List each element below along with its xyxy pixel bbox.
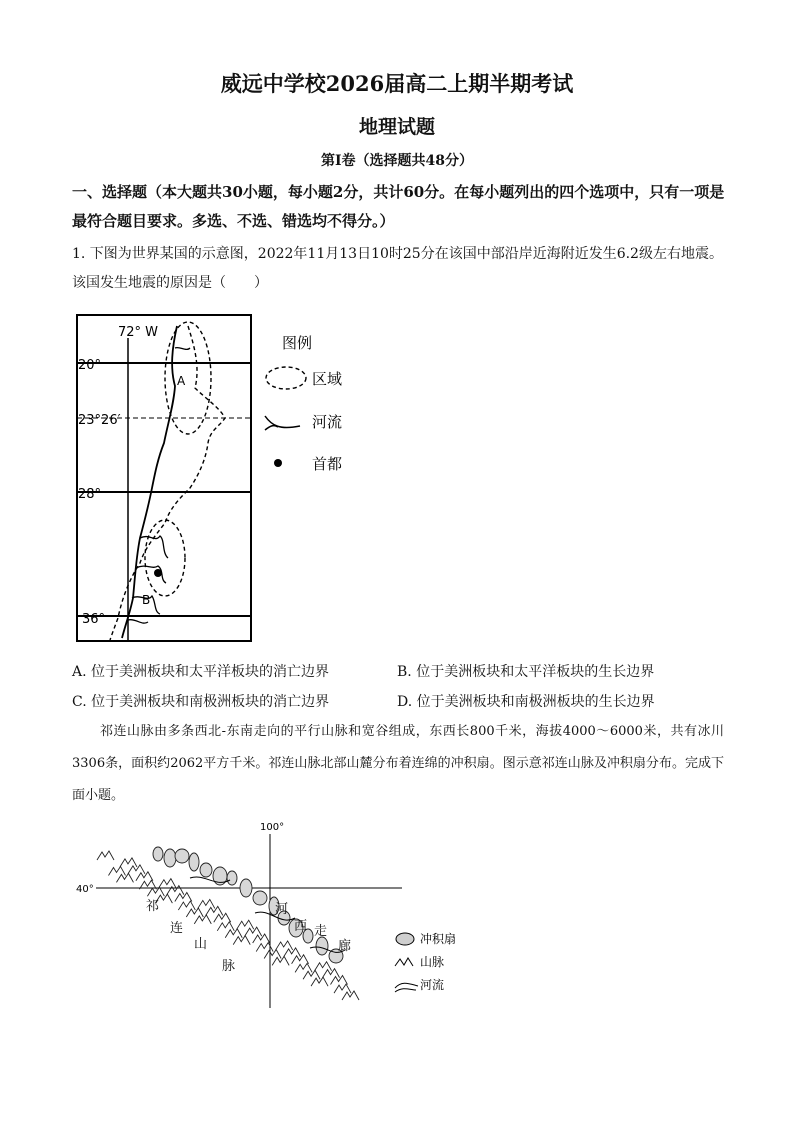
alluvial-fan <box>240 879 252 897</box>
point-a-label: A <box>177 374 186 388</box>
subject-title: 地理试题 <box>358 116 435 138</box>
mountain-mark <box>237 920 254 929</box>
lat-label-28: 28° <box>78 487 102 502</box>
volume-title: 第I卷（选择题共48分） <box>320 153 474 169</box>
legend-mountain-label: 山脉 <box>420 955 445 969</box>
legend-river-label: 河流 <box>312 413 343 431</box>
legend-region-label: 区域 <box>312 370 343 388</box>
legend-river-icon-branch <box>265 426 278 430</box>
section-instructions: 一、选择题（本大题共30小题，每小题2分，共计60分。在每小题列出的四个选项中，只有一项是最符合题目要求。多选、不选、错选均不得分。） <box>72 183 725 230</box>
legend-fan-label: 冲积扇 <box>420 932 457 946</box>
option-d[interactable]: D. 位于美洲板块和南极洲板块的生长边界 <box>397 694 655 710</box>
option-c[interactable]: C. 位于美洲板块和南极洲板块的消亡边界 <box>72 694 330 710</box>
river-1 <box>140 536 168 558</box>
mountain-mark <box>198 899 215 908</box>
mountain-mark <box>315 962 332 971</box>
corridor-char-2: 西 <box>294 919 308 934</box>
range-char-3: 山 <box>194 937 208 952</box>
legend-fan-icon <box>396 933 414 945</box>
option-a[interactable]: A. 位于美洲板块和太平洋板块的消亡边界 <box>72 664 330 680</box>
legend-river-label: 河流 <box>420 978 445 992</box>
country-map <box>60 308 360 648</box>
range-char-1: 祁 <box>146 899 160 914</box>
mountain-mark <box>159 879 176 888</box>
mountain-mark <box>276 941 293 950</box>
legend-title: 图例 <box>282 334 313 352</box>
corridor-char-4: 廊 <box>338 939 352 954</box>
mountain-mark <box>178 901 195 910</box>
lat-label-tropic: 23°26′ <box>78 413 121 428</box>
legend-river-icon <box>265 416 300 428</box>
legend-region-icon <box>266 367 306 389</box>
mountain-mark <box>97 851 114 860</box>
mountain-mark <box>120 858 137 867</box>
region-b-outline <box>145 520 185 596</box>
river-4 <box>128 620 148 623</box>
point-b-label: B <box>142 593 151 607</box>
question-1-stem: 1. 下图为世界某国的示意图，2022年11月13日10时25分在该国中部沿岸近海附近发生6.2级左右地震。该国发生地震的原因是（ ） <box>72 246 723 291</box>
exam-title: 威远中学校2026届高二上期半期考试 <box>220 71 574 96</box>
legend-capital-label: 首都 <box>312 455 343 473</box>
lon-label: 72° W <box>118 325 159 340</box>
alluvial-fan <box>316 937 328 955</box>
alluvial-fan <box>227 871 237 885</box>
alluvial-fan <box>164 849 176 867</box>
alluvial-fan <box>153 847 163 861</box>
mountain-mark <box>217 922 234 931</box>
alluvial-fan <box>175 849 189 863</box>
legend-mountain-icon <box>395 958 413 966</box>
corridor-char-1: 河 <box>275 902 289 917</box>
range-char-4: 脉 <box>222 959 236 974</box>
alluvial-fan <box>189 853 199 871</box>
coastline <box>122 326 177 638</box>
capital-dot <box>154 569 162 577</box>
lat-label-36: 36° <box>82 612 106 627</box>
lat-label-40: 40° <box>76 884 94 895</box>
lat-label-20: 20° <box>78 358 102 373</box>
region-a-outline <box>165 322 211 434</box>
legend-river-icon-2 <box>395 989 416 992</box>
lon-label-100: 100° <box>260 822 285 833</box>
corridor-char-3: 走 <box>314 924 328 939</box>
mountain-mark <box>334 984 351 993</box>
option-b[interactable]: B. 位于美洲板块和太平洋板块的生长边界 <box>397 664 655 680</box>
mountain-mark <box>108 866 125 875</box>
mountain-mark <box>256 943 273 952</box>
alluvial-fan <box>253 891 267 905</box>
qilian-map <box>70 818 490 1013</box>
legend-capital-icon <box>274 459 282 467</box>
legend-river-icon <box>395 983 418 988</box>
passage-text: 祁连山脉由多条西北-东南走向的平行山脉和宽谷组成，东西长800千米，海拔4000～6000米，共有冰川3306条，面积约2062平方千米。祁连山脉北部山麓分布着连绵的冲积扇。图示意祁连山脉及冲积扇分布。完成下面小题。 <box>72 724 724 803</box>
alluvial-fan <box>200 863 212 877</box>
range-char-2: 连 <box>170 921 184 936</box>
mountain-mark <box>295 963 312 972</box>
river-5 <box>175 348 190 350</box>
